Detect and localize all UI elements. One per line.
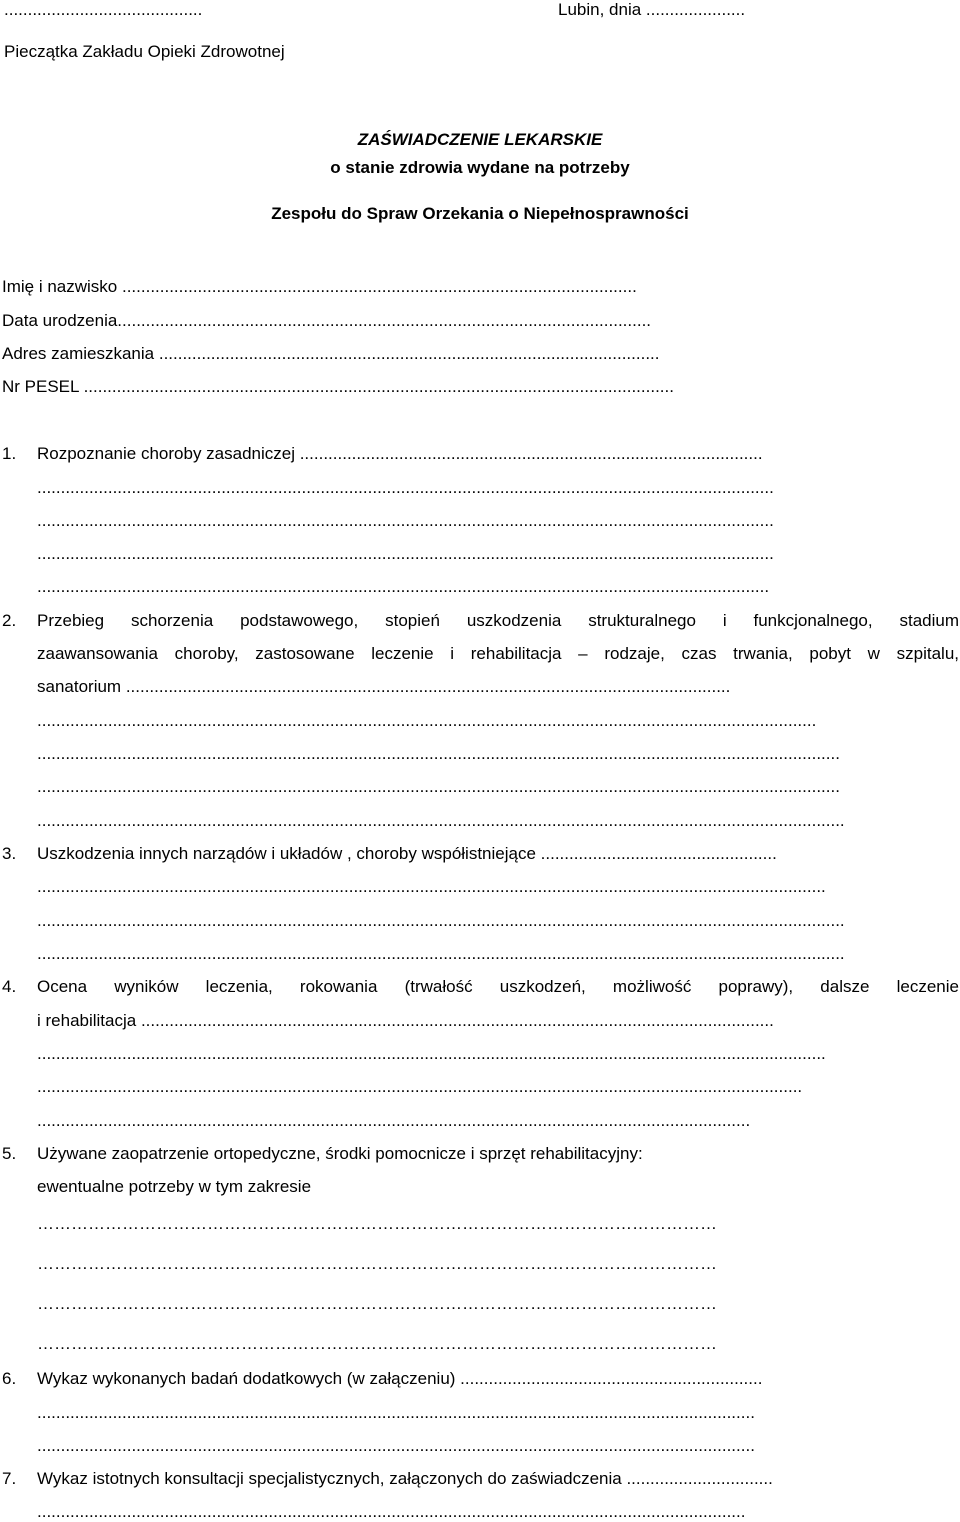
address-field: Adres zamieszkania ..........................................................................................................: [2, 344, 660, 363]
section-2-line: ...........................................................................................................................................................................: [37, 811, 845, 830]
section-3-line: .......................................................................................................................................................................: [37, 877, 826, 896]
section-2-heading-end: sanatorium ................................................................................................................................: [37, 677, 731, 696]
section-4-line: .......................................................................................................................................................................: [37, 1044, 826, 1063]
section-5-line: …………………………………………………………………………………………………………: [37, 1214, 717, 1233]
document-subtitle: o stanie zdrowia wydane na potrzeby: [330, 158, 630, 177]
section-1-number: 1.: [2, 444, 17, 463]
section-2-number: 2.: [2, 611, 17, 630]
section-3-line: ...........................................................................................................................................................................: [37, 944, 845, 963]
document-subtitle-2: Zespołu do Spraw Orzekania o Niepełnosprawności: [271, 204, 689, 223]
section-1-line: ............................................................................................................................................................: [37, 478, 774, 497]
section-4-number: 4.: [2, 977, 17, 996]
section-3-heading: Uszkodzenia innych narządów i układów , choroby współistniejące ..................................................: [37, 844, 777, 863]
section-2-line: ..........................................................................................................................................................................: [37, 777, 840, 796]
section-3-number: 3.: [2, 844, 17, 863]
section-5-heading-cont: ewentualne potrzeby w tym zakresie: [37, 1177, 312, 1196]
birth-date-field: Data urodzenia.................................................................................................................: [2, 311, 652, 330]
section-5-line: …………………………………………………………………………………………………………: [37, 1254, 717, 1273]
section-2-heading: Przebieg schorzenia podstawowego, stopień uszkodzenia strukturalnego i funkcjonalnego, stadium: [37, 611, 959, 630]
stamp-dots: ..........................................: [4, 0, 203, 19]
place-date: Lubin, dnia .....................: [558, 0, 746, 19]
section-1-line: ...........................................................................................................................................................: [37, 577, 770, 596]
section-1-line: ............................................................................................................................................................: [37, 544, 774, 563]
name-field: Imię i nazwisko .............................................................................................................: [2, 277, 637, 296]
section-1-heading: Rozpoznanie choroby zasadniczej ..................................................................................................: [37, 444, 763, 463]
section-6-line: ........................................................................................................................................................: [37, 1436, 755, 1455]
section-4-heading: Ocena wyników leczenia, rokowania (trwałość uszkodzeń, możliwość poprawy), dalsze leczenie: [37, 977, 959, 996]
section-6-line: ........................................................................................................................................................: [37, 1403, 755, 1422]
section-1-line: ............................................................................................................................................................: [37, 511, 774, 530]
section-2-line: .....................................................................................................................................................................: [37, 711, 817, 730]
section-6-heading: Wykaz wykonanych badań dodatkowych (w załączeniu) ................................................................: [37, 1369, 763, 1388]
section-7-number: 7.: [2, 1469, 17, 1488]
pesel-field: Nr PESEL .............................................................................................................................: [2, 377, 674, 396]
section-5-line: …………………………………………………………………………………………………………: [37, 1294, 717, 1313]
section-5-number: 5.: [2, 1144, 17, 1163]
stamp-label: Pieczątka Zakładu Opieki Zdrowotnej: [4, 42, 285, 61]
section-4-heading-cont: i rehabilitacja ......................................................................................................................................: [37, 1011, 774, 1030]
section-3-line: ...........................................................................................................................................................................: [37, 911, 845, 930]
section-7-line: ......................................................................................................................................................: [37, 1502, 746, 1521]
document-title: ZAŚWIADCZENIE LEKARSKIE: [357, 130, 603, 149]
section-2-heading-cont: zaawansowania choroby, zastosowane leczenie i rehabilitacja – rodzaje, czas trwania, pobyt w szpitalu,: [37, 644, 959, 663]
section-2-line: ..........................................................................................................................................................................: [37, 744, 840, 763]
section-5-heading: Używane zaopatrzenie ortopedyczne, środki pomocnicze i sprzęt rehabilitacyjny:: [37, 1144, 643, 1163]
section-7-heading: Wykaz istotnych konsultacji specjalistycznych, załączonych do zaświadczenia ...............................: [37, 1469, 773, 1488]
section-4-line: ..................................................................................................................................................................: [37, 1077, 803, 1096]
section-5-line: …………………………………………………………………………………………………………: [37, 1334, 717, 1353]
section-6-number: 6.: [2, 1369, 17, 1388]
section-4-line: .......................................................................................................................................................: [37, 1111, 751, 1130]
